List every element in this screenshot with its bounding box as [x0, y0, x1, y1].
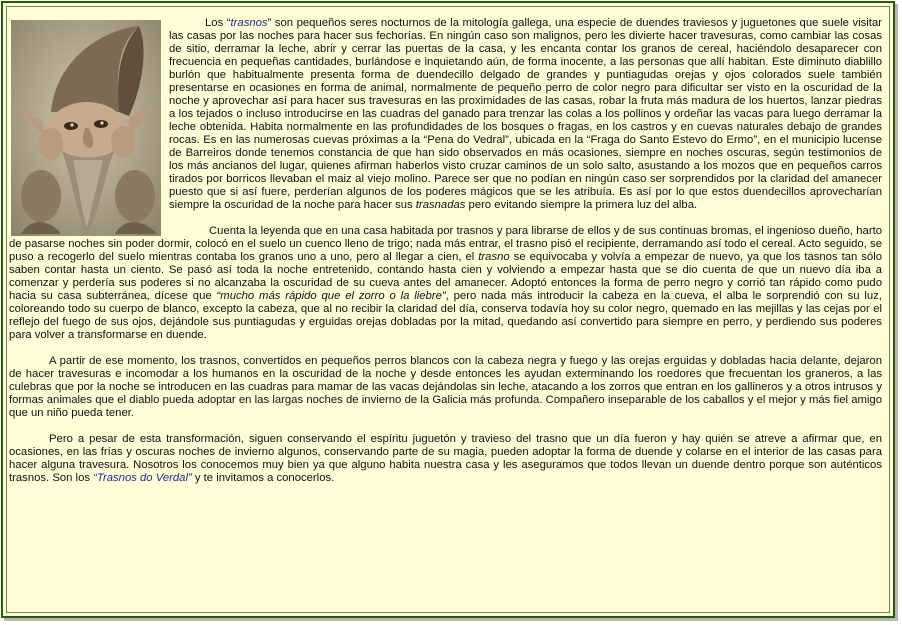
p4-text-2: y te invitamos a conocerlos.: [191, 472, 335, 484]
trasno-goblin-illustration-icon: [11, 20, 161, 236]
p2-text-3: , pero nada más introducir la cabeza en la cueva, el alba le sorprendió con su luz, coloreando todo su cuerpo de blanco, excepto la cabeza, que al no recibir la claridad del día, conserva todavía hoy su color negro, quemado en las mejillas y las cejas por el reflejo del fuego de sus ojos, dejándole sus puntiagudas y erguidas orejas dobladas por la mitad, quedando así convertido para siempre en perro, y perdiendo sus poderes para volver a transformarse en duende.: [9, 290, 882, 341]
term-trasnos-do-verdal: “Trasnos do Verdal”: [93, 472, 192, 484]
p1-text-main: ” son pequeños seres nocturnos de la mitología gallega, una especie de duendes traviesos y juguetones que suele visitar las casas por las noches para hacer sus fechorías. En ningún caso son malignos, pero les divierte hacer travesuras, como cambiar las cosas de sitio, derramar la leche, abrir y cerrar las puertas de la casa, y les encanta contar los granos de cereal, haciéndolo desaparecer con frecuencia en pequeñas cantidades, burlándose e inquietando aún, de forma inocente, a las personas que allí habitan. Este diminuto diablillo burlón que habitualmente presenta forma de duendecillo delgado de grandes y puntiagudas orejas y ojos colorados suele también presentarse en ocasiones en forma de animal, normalmente de pequeño perro de color negro para dificultar ser visto en la oscuridad de la noche y aprovechar así para hacer sus travesuras en las proximidades de las casas, robar la fruta más madura de los huertos, lanzar piedras a los tejados o incluso introducirse en las cuadras del ganado para trenzar las colas a los pollinos y ordeñar las vacas para luego derramar la leche obtenida. Habita normalmente en las profundidades de los bosques o fragas, en los castros y en cuevas naturales debajo de grandes rocas. Es en las numerosas cuevas próximas a la “Pena do Vedral”, ubicada en la “Fraga do Santo Estevo do Ermo”, en el municipio lucense de Barreiros donde tenemos constancia de que han sido observados en más ocasiones, siempre en noches oscuras, según testimonios de los más ancianos del lugar, quienes afirman haberlos visto cruzar caminos de un solo salto, asustando a los mozos que en pequeños carros tirados por borricos llevaban el maiz al viejo molino. Parece ser que no podían en ningún caso ser sorprendidos por la claridad del amanecer puesto que si así fuere, perderían algunos de los poderes mágicos que se les atribuía. Es así por lo que estos duendecillos aprovecharían siempre la oscuridad de la noche para hacer sus: [169, 17, 882, 211]
paragraph-3: [9, 355, 882, 420]
p4-text-1: Pero a pesar de esta transformación, siguen conservando el espíritu juguetón y travieso del trasno que un día fueron y hay quién se atreve a afirmar que, en ocasiones, en las frías y oscuras noches de invierno algunos, conservando parte de su magia, pueden adoptar la forma de duende y colarse en el interior de las casas para hacer alguna travesura. Nosotros los conocemos muy bien ya que alguno habita nuestra casa y les aseguramos que todos llevan un duende dentro porque son auténticos trasnos. Son los: [9, 433, 882, 484]
paragraph-2: [9, 225, 882, 342]
p1-text-end: pero evitando siempre la primera luz del alba.: [465, 199, 698, 211]
paragraph-1: [9, 17, 882, 212]
paragraph-4: [9, 433, 882, 485]
term-trasnadas: trasnadas: [415, 199, 466, 211]
quote-zorro-liebre: “mucho más rápido que el zorro o la liebre”: [216, 290, 446, 302]
p1-text-before: Los “: [205, 17, 231, 29]
p2-text-1: Cuenta la leyenda que en una casa habitada por trasnos y para librarse de ellos y de sus continuas bromas, el ingenioso dueño, harto de pasarse noches sin poder dormir, colocó en el suelo un cuenco lleno de trigo; nada más entrar, el trasno pisó el recipiente, derramando así todo el cereal. Acto seguido, se puso a recogerlo del suelo mientras contaba los granos uno a uno, pero al llegar a cien, el: [9, 225, 882, 263]
term-trasno: trasno: [478, 251, 510, 263]
article-body: [9, 17, 882, 485]
p2-text-2: se equivocaba y volvía a empezar de nuevo, ya que los tasnos tan sólo saben contar hasta un ciento. Se pasó así toda la noche entretenido, contando hasta cien y volviendo a empezar hasta que se dio cuenta de que un nuevo día iba a comenzar y perdería sus poderes si no alcanzaba la oscuridad de su cueva antes del amanecer. Adoptó entonces la forma de perro negro y corrió tan rápido como pudo hacia su casa subterránea, dícese que: [9, 251, 882, 302]
p3-text: A partir de ese momento, los trasnos, convertidos en pequeños perros blancos con la cabeza negra y fuego y las orejas erguidas y dobladas hacia delante, dejaron de hacer travesuras e incomodar a los humanos en la oscuridad de la noche y desde entonces les ayudan exterminando los roedores que frecuentan los graneros, a las culebras que por la noche se introducen en las cuadras para mamar de las vacas dejándolas sin leche, atacando a los zorros que entran en los gallineros y a otros intrusos y formas animales que el diablo pueda adoptar en las largas noches de invierno de la Galicia más profunda. Compañero inseparable de los caballos y el mejor y más fiel amigo que un niño pueda tener.: [9, 355, 882, 419]
term-trasnos: trasnos: [230, 17, 268, 29]
